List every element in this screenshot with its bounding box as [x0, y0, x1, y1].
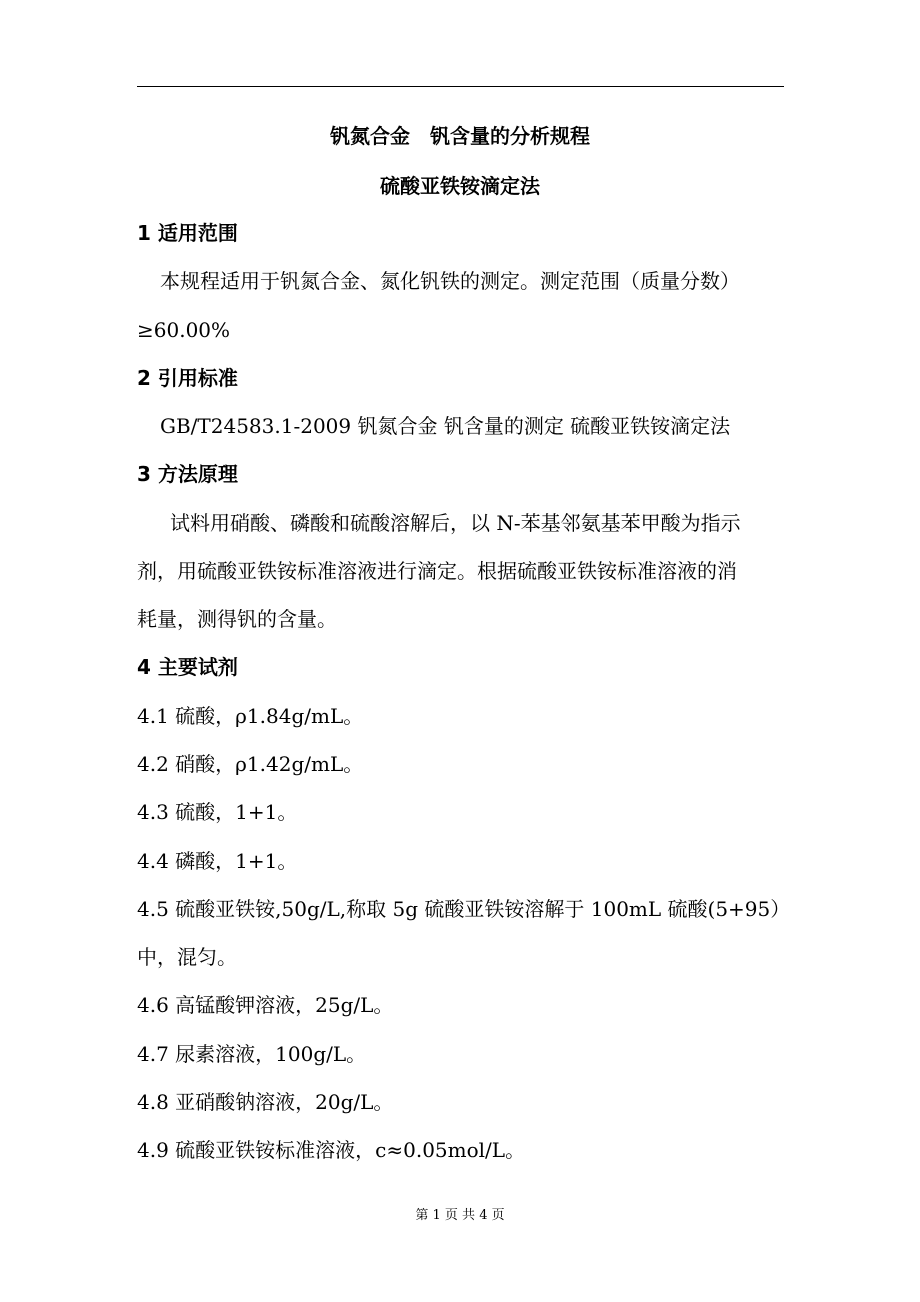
reagent-item: 4.5 硫酸亚铁铵,50g/L,称取 5g 硫酸亚铁铵溶解于 100mL 硫酸(5+95） [137, 897, 791, 921]
document-subtitle: 硫酸亚铁铵滴定法 [380, 174, 540, 198]
section-3-paragraph-line: 剂，用硫酸亚铁铵标准溶液进行滴定。根据硫酸亚铁铵标准溶液的消 [137, 559, 737, 583]
reagent-item: 4.7 尿素溶液，100g/L。 [137, 1042, 367, 1066]
reagent-item: 4.1 硫酸，ρ1.84g/mL。 [137, 704, 364, 728]
section-3-heading: 3 方法原理 [137, 462, 238, 486]
reagent-item: 4.3 硫酸，1+1。 [137, 800, 298, 824]
document-title: 钒氮合金 钒含量的分析规程 [330, 124, 590, 148]
section-4-heading: 4 主要试剂 [137, 655, 238, 679]
section-1-heading: 1 适用范围 [137, 221, 238, 245]
section-2-heading: 2 引用标准 [137, 366, 238, 390]
reagent-item: 4.4 磷酸，1+1。 [137, 849, 298, 873]
reagent-item: 4.2 硝酸，ρ1.42g/mL。 [137, 752, 364, 776]
reagent-item: 4.6 高锰酸钾溶液，25g/L。 [137, 993, 394, 1017]
section-3-paragraph-line: 耗量，测得钒的含量。 [137, 607, 337, 631]
page-footer: 第 1 页 共 4 页 [415, 1208, 505, 1223]
header-rule [137, 86, 784, 87]
section-2-paragraph-line: GB/T24583.1-2009 钒氮合金 钒含量的测定 硫酸亚铁铵滴定法 [160, 414, 731, 438]
reagent-item: 4.9 硫酸亚铁铵标准溶液，c≈0.05mol/L。 [137, 1138, 526, 1162]
reagent-item-continuation: 中，混匀。 [137, 945, 237, 969]
section-1-paragraph-line: ≥60.00% [137, 318, 231, 342]
section-1-paragraph-line: 本规程适用于钒氮合金、氮化钒铁的测定。测定范围（质量分数） [160, 269, 740, 293]
section-3-paragraph-line: 试料用硝酸、磷酸和硫酸溶解后，以 N-苯基邻氨基苯甲酸为指示 [170, 511, 741, 535]
reagent-item: 4.8 亚硝酸钠溶液，20g/L。 [137, 1090, 394, 1114]
